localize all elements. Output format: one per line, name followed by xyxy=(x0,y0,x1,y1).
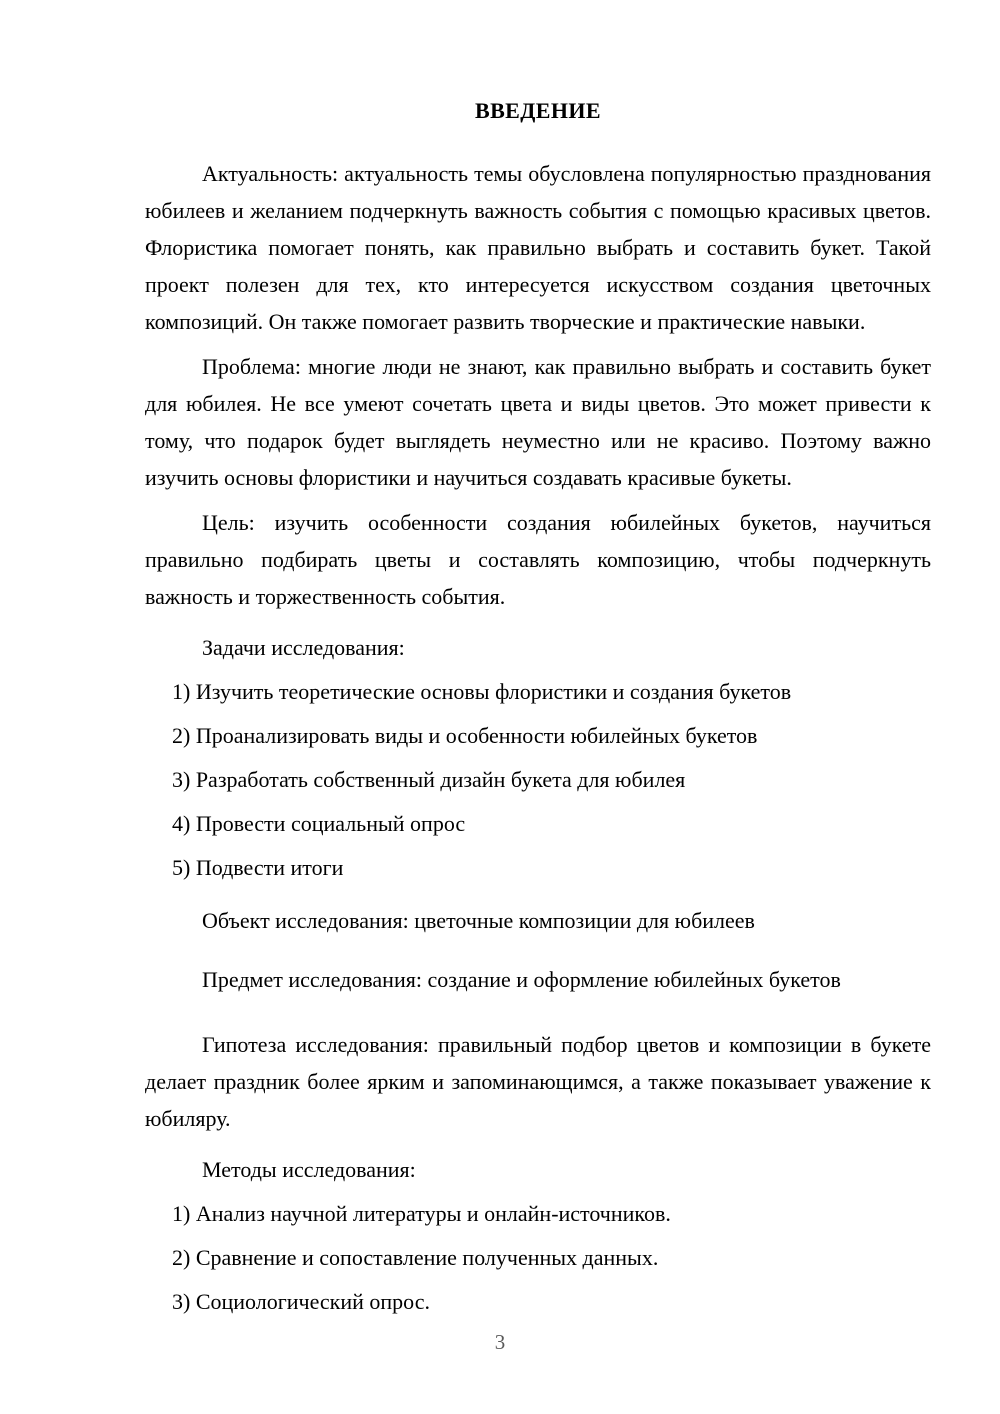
paragraph-relevance: Актуальность: актуальность темы обусловлена популярностью празднования юбилеев и желанием подчеркнуть важность события с помощью красивых цветов. Флористика помогает понять, как правильно выбрать и составить букет. Такой проект полезен для тех, кто интересуется искусством создания цветочных композиций. Он также помогает развить творческие и практические навыки. xyxy=(145,161,931,334)
list-item: 5) Подвести итоги xyxy=(172,855,344,880)
list-item: 1) Анализ научной литературы и онлайн-источников. xyxy=(172,1201,671,1226)
paragraph-hypothesis: Гипотеза исследования: правильный подбор цветов и композиции в букете делает праздник более ярким и запоминающимся, а также показывает уважение к юбиляру. xyxy=(145,1032,931,1131)
list-item: 3) Социологический опрос. xyxy=(172,1289,430,1314)
list-item: 2) Проанализировать виды и особенности юбилейных букетов xyxy=(172,723,758,748)
spacer xyxy=(145,1137,931,1143)
list-item: 4) Провести социальный опрос xyxy=(172,811,466,836)
paragraph-problem: Проблема: многие люди не знают, как правильно выбрать и составить букет для юбилея. Не все умеют сочетать цвета и виды цветов. Это может привести к тому, что подарок будет выглядеть неуместно или не красиво. Поэтому важно изучить основы флористики и научиться создавать красивые букеты. xyxy=(145,354,931,490)
list-item: 2) Сравнение и сопоставление полученных данных. xyxy=(172,1245,659,1270)
methods-heading: Методы исследования: xyxy=(202,1157,416,1182)
document-body xyxy=(145,92,931,1320)
tasks-list xyxy=(145,673,931,886)
spacer xyxy=(145,615,931,621)
page-title: ВВЕДЕНИЕ xyxy=(475,98,601,123)
methods-list xyxy=(145,1195,931,1320)
list-item: 3) Разработать собственный дизайн букета для юбилея xyxy=(172,767,686,792)
list-item: 1) Изучить теоретические основы флористики и создания букетов xyxy=(172,679,792,704)
paragraph-goal: Цель: изучить особенности создания юбилейных букетов, научиться правильно подбирать цветы и составлять композицию, чтобы подчеркнуть важность и торжественность события. xyxy=(145,510,931,609)
page-number: 3 xyxy=(494,1330,506,1354)
tasks-heading: Задачи исследования: xyxy=(202,635,405,660)
object-of-research: Объект исследования: цветочные композиции для юбилеев xyxy=(202,908,755,933)
spacer xyxy=(145,886,931,896)
subject-of-research: Предмет исследования: создание и оформление юбилейных букетов xyxy=(202,967,841,992)
